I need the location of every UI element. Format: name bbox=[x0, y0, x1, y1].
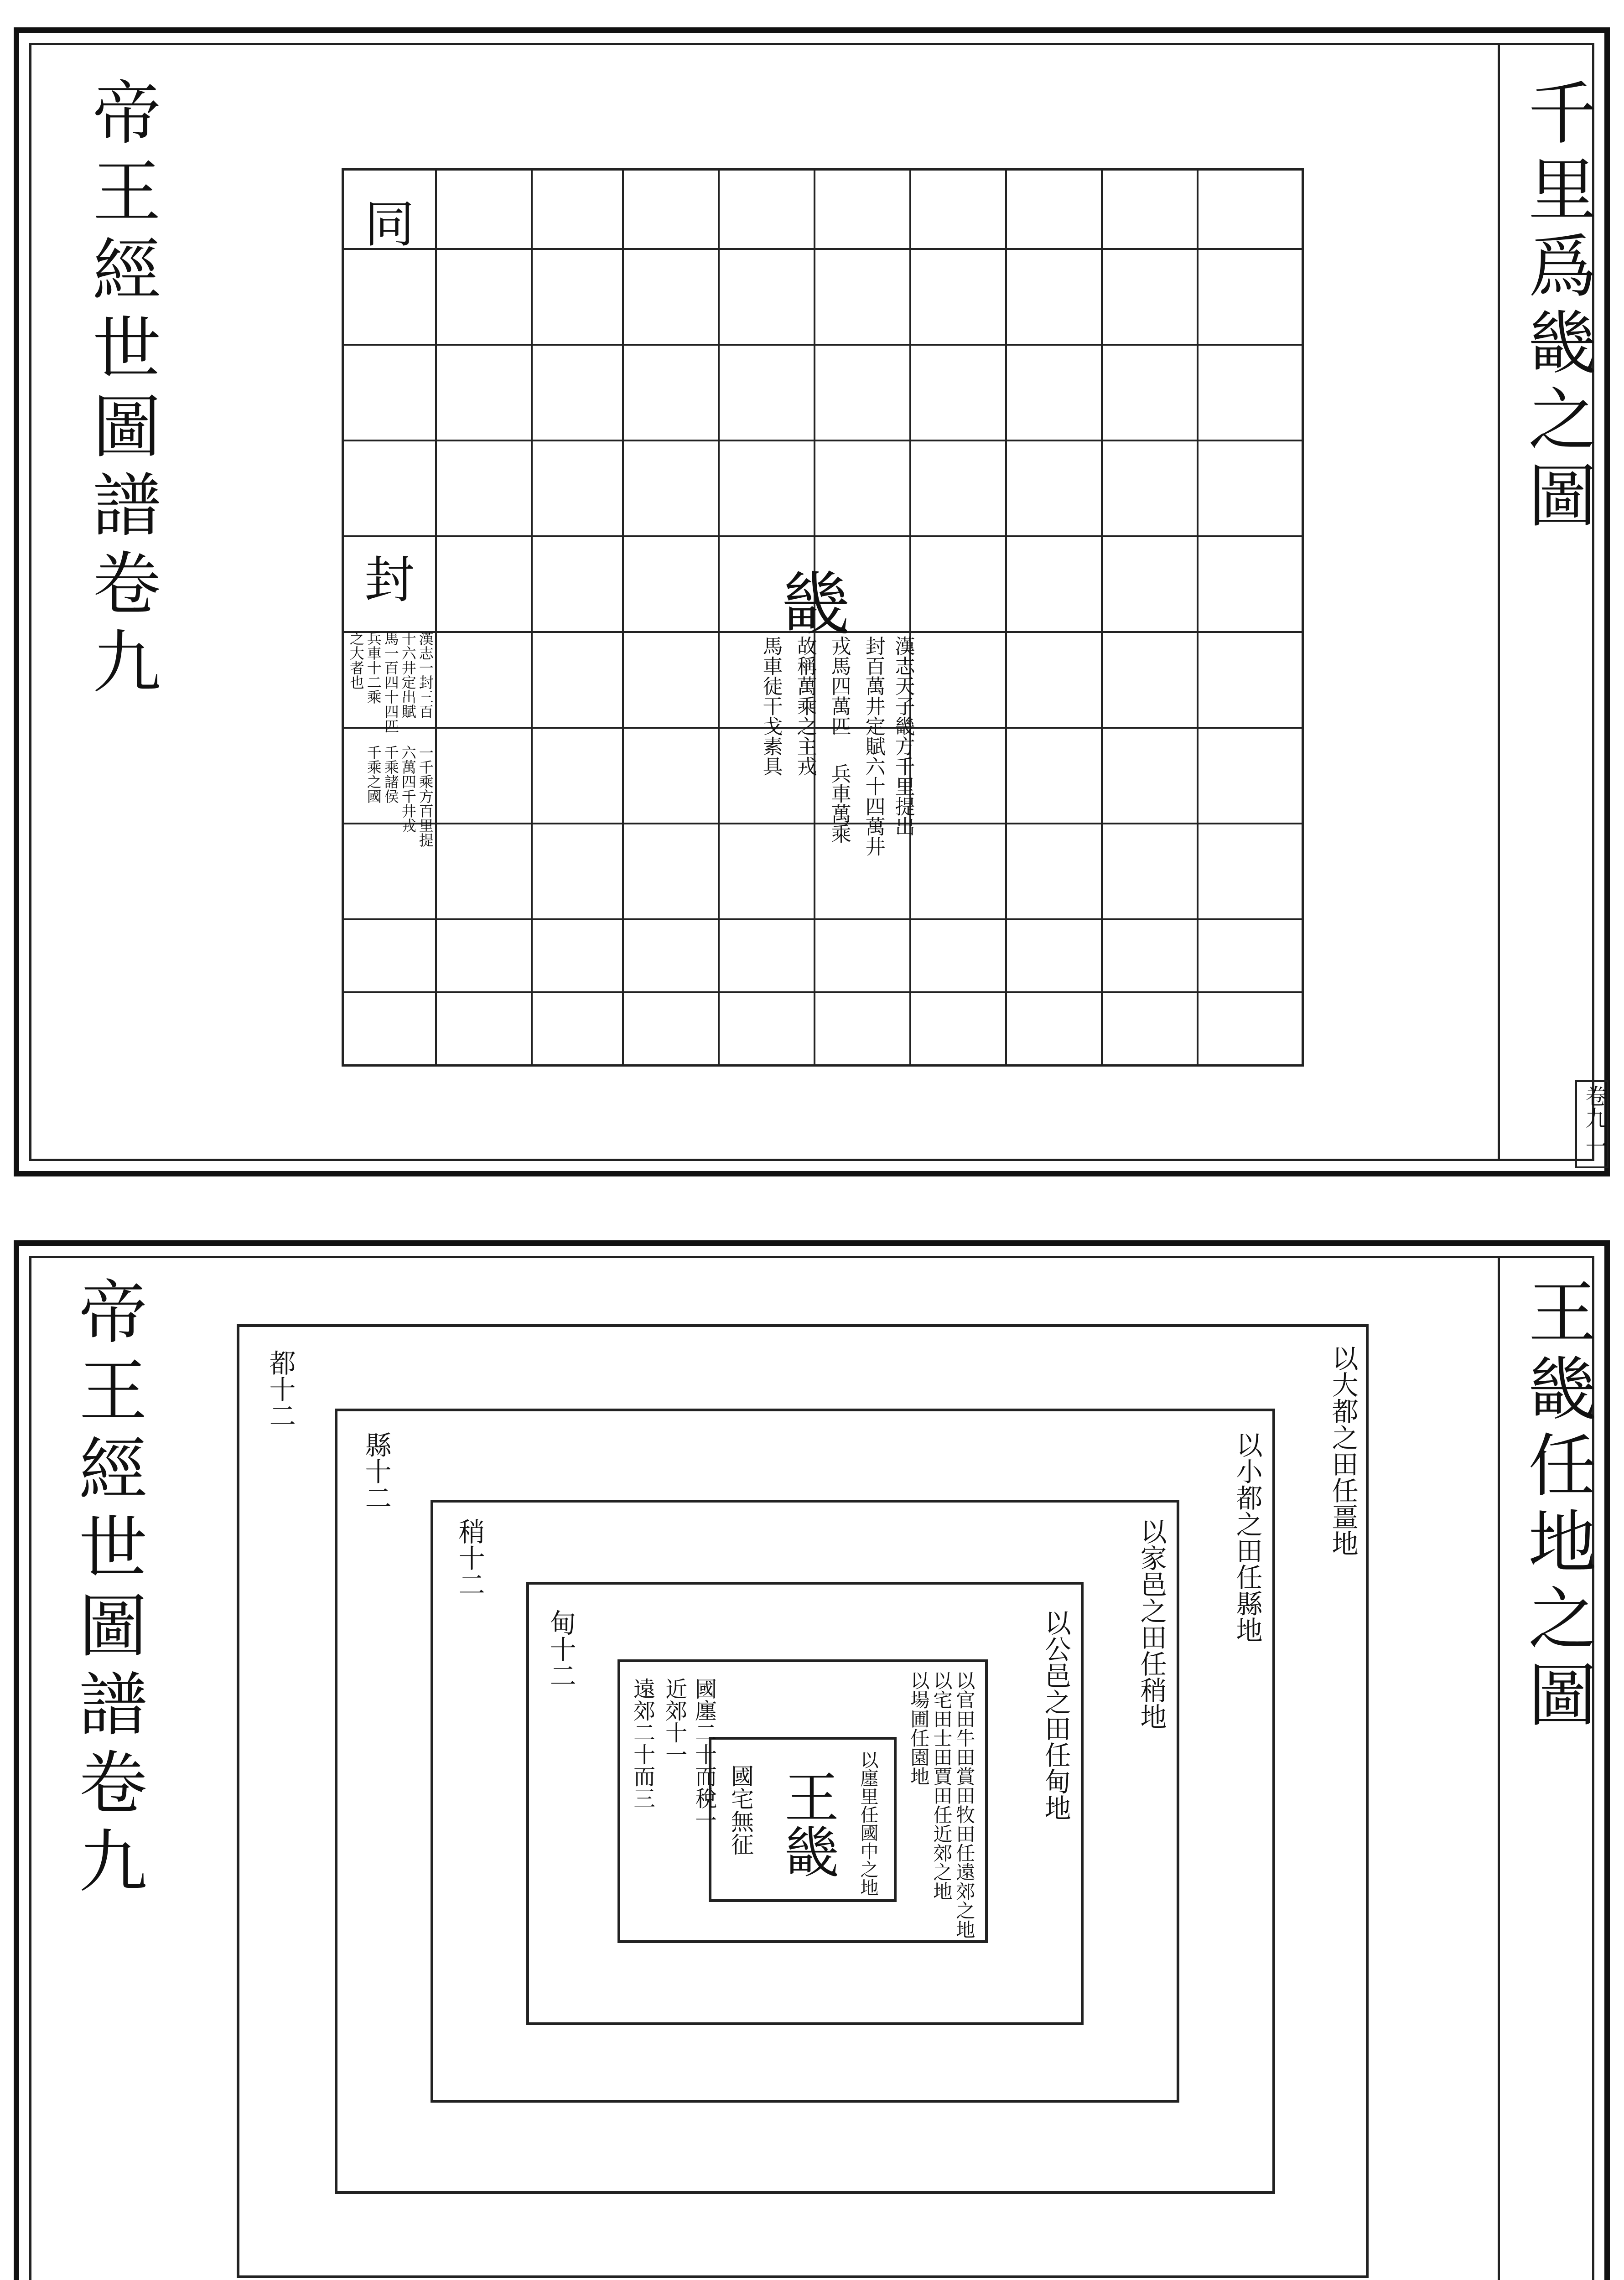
ring-right-label: 以公邑之田任甸地 bbox=[1040, 1609, 1071, 1821]
grid-top-label: 同 bbox=[364, 195, 415, 254]
grid-line bbox=[1005, 171, 1007, 1064]
side-note: 十六井定出賦 bbox=[399, 631, 417, 719]
grid-line bbox=[531, 171, 533, 1064]
side-note: 一千乘方百里提 bbox=[416, 745, 434, 847]
grid-line bbox=[344, 440, 1302, 441]
page-1-frame bbox=[29, 43, 1607, 1161]
side-note: 兵車十二乘 bbox=[364, 631, 382, 704]
side-note: 馬一百四十四匹 bbox=[382, 631, 400, 733]
grid-line bbox=[344, 535, 1302, 537]
volume-label: 卷九 bbox=[1582, 1085, 1607, 1129]
ring-right-label: 以官田牛田賞田牧田任遠郊之地 bbox=[953, 1671, 976, 1939]
page-title: 千里爲畿之圖 bbox=[1516, 77, 1596, 537]
side-note: 之大者也 bbox=[347, 631, 365, 689]
side-note: 千乘諸侯 bbox=[382, 745, 400, 803]
grid-line bbox=[1101, 171, 1103, 1064]
ring-left-label: 遠郊二十而三 bbox=[629, 1678, 655, 1809]
grid-line bbox=[344, 991, 1302, 993]
book-title: 帝王經世圖譜卷九 bbox=[67, 1276, 146, 1904]
ring-left-label: 國廛二十而稅一 bbox=[691, 1678, 717, 1831]
side-note: 千乘之國 bbox=[364, 745, 382, 803]
ring-right-label: 以家邑之田任稍地 bbox=[1136, 1518, 1167, 1730]
center-label: 畿 bbox=[782, 565, 851, 644]
ring-left-label: 甸十二 bbox=[545, 1609, 576, 1689]
page-1 bbox=[14, 27, 1610, 1176]
page-2 bbox=[14, 1240, 1610, 2280]
inner-right-label: 以廛里任國中之地 bbox=[857, 1751, 878, 1897]
page-number: 一 bbox=[1582, 1135, 1607, 1157]
page-2-frame bbox=[29, 1256, 1594, 2280]
center-note: 故稱萬乘之主戎 bbox=[793, 636, 817, 776]
grid-line bbox=[344, 248, 1302, 250]
page-title: 王畿任地之圖 bbox=[1516, 1276, 1596, 1736]
kilometer-grid bbox=[342, 168, 1304, 1067]
ring-right-label: 以宅田士田賈田任近郊之地 bbox=[930, 1671, 953, 1901]
book-title: 帝王經世圖譜卷九 bbox=[81, 77, 160, 705]
right-margin-rule bbox=[1498, 45, 1500, 1159]
grid-line bbox=[909, 171, 911, 1064]
grid-line bbox=[344, 823, 1302, 824]
center-note: 戎馬四萬匹 bbox=[827, 636, 851, 736]
ring-left-label: 都十二 bbox=[265, 1349, 296, 1429]
ring-left-label: 稍十二 bbox=[454, 1518, 485, 1597]
right-margin-rule bbox=[1498, 1258, 1500, 2280]
center-note: 馬車徒干戈素具 bbox=[759, 636, 783, 776]
grid-line bbox=[622, 171, 624, 1064]
grid-line bbox=[1197, 171, 1199, 1064]
inner-left-label: 國宅無征 bbox=[727, 1764, 754, 1855]
ring-left-label: 近郊十一 bbox=[661, 1678, 687, 1765]
center-note: 漢志天子畿方千里提出 bbox=[891, 636, 915, 836]
center-note: 封百萬井定賦六十四萬井 bbox=[861, 636, 885, 856]
side-note: 六萬四千井戎 bbox=[399, 745, 417, 833]
center-note: 兵車萬乘 bbox=[827, 763, 851, 844]
ring-left-label: 縣十二 bbox=[360, 1431, 392, 1511]
grid-side-label: 封 bbox=[364, 551, 415, 609]
grid-line bbox=[344, 727, 1302, 729]
grid-line bbox=[718, 171, 720, 1064]
grid-line bbox=[344, 918, 1302, 920]
ring-right-label: 以場圃任園地 bbox=[908, 1671, 930, 1786]
side-note: 漢志一封三百 bbox=[416, 631, 434, 719]
grid-line bbox=[435, 171, 437, 1064]
ring-right-label: 以大都之田任畺地 bbox=[1327, 1345, 1359, 1556]
center-label: 王畿 bbox=[775, 1769, 839, 1878]
grid-line bbox=[344, 344, 1302, 346]
ring-right-label: 以小都之田任縣地 bbox=[1231, 1431, 1263, 1643]
